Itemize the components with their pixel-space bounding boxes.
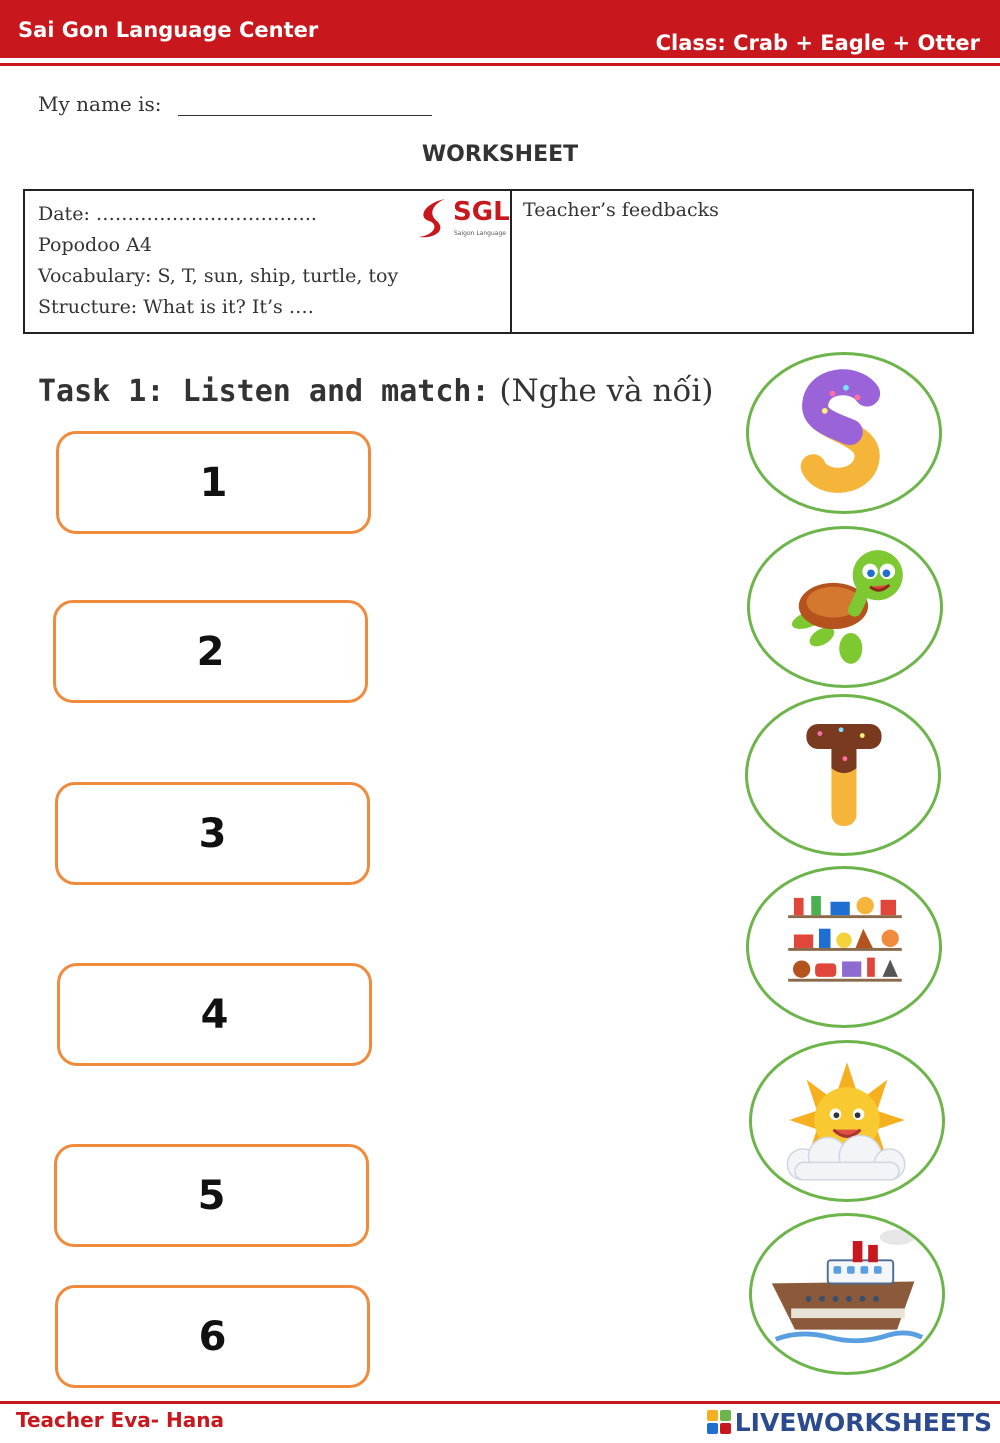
vocabulary-line: Vocabulary: S, T, sun, ship, turtle, toy xyxy=(38,265,399,287)
number-box-2[interactable]: 2 xyxy=(53,600,368,703)
number-box-3[interactable]: 3 xyxy=(55,782,370,885)
feedback-label: Teacher’s feedbacks xyxy=(523,199,719,221)
number-box-4[interactable]: 4 xyxy=(57,963,372,1066)
page-header xyxy=(0,0,1000,58)
picture-circle-1[interactable] xyxy=(746,352,942,514)
task-title xyxy=(38,373,713,409)
letter-t-icon xyxy=(748,697,938,853)
sgl-logo xyxy=(413,195,510,241)
header-divider xyxy=(0,63,1000,66)
number-box-5[interactable]: 5 xyxy=(54,1144,369,1247)
liveworksheets-logo xyxy=(707,1404,992,1440)
toys-icon xyxy=(749,869,939,1025)
ship-icon xyxy=(752,1216,942,1372)
letter-s-icon xyxy=(749,355,939,511)
picture-circle-6[interactable] xyxy=(749,1213,945,1375)
sgl-swoosh-icon xyxy=(413,195,453,241)
structure-line: Structure: What is it? It’s …. xyxy=(38,296,314,318)
number-box-6[interactable]: 6 xyxy=(55,1285,370,1388)
picture-circle-5[interactable] xyxy=(749,1040,945,1202)
picture-circle-4[interactable] xyxy=(746,866,942,1028)
book-line: Popodoo A4 xyxy=(38,234,152,256)
picture-circle-2[interactable] xyxy=(747,526,943,688)
info-divider xyxy=(510,191,512,332)
info-left xyxy=(38,199,398,323)
liveworksheets-text: LIVEWORKSHEETS xyxy=(734,1407,992,1437)
task-heading: Task 1: Listen and match: xyxy=(38,374,490,409)
name-input-line[interactable] xyxy=(178,97,432,116)
task-subtitle: (Nghe và nối) xyxy=(499,373,714,409)
number-box-1[interactable]: 1 xyxy=(56,431,371,534)
sgl-logo-subtext: Saigon Language xyxy=(454,230,506,237)
center-name: Sai Gon Language Center xyxy=(18,18,319,42)
liveworksheets-blocks-icon xyxy=(707,1410,731,1434)
name-row xyxy=(38,92,432,116)
footer-teacher: Teacher Eva- Hana xyxy=(16,1408,224,1432)
date-line: Date: …………………………….. xyxy=(38,203,317,225)
sun-icon xyxy=(752,1043,942,1199)
worksheet-title: WORKSHEET xyxy=(421,142,579,167)
turtle-icon xyxy=(750,529,940,685)
name-label: My name is: xyxy=(38,92,162,116)
class-label: Class: Crab + Eagle + Otter xyxy=(655,31,980,55)
picture-circle-3[interactable] xyxy=(745,694,941,856)
info-box xyxy=(23,189,974,334)
sgl-logo-text: SGL xyxy=(453,197,510,227)
